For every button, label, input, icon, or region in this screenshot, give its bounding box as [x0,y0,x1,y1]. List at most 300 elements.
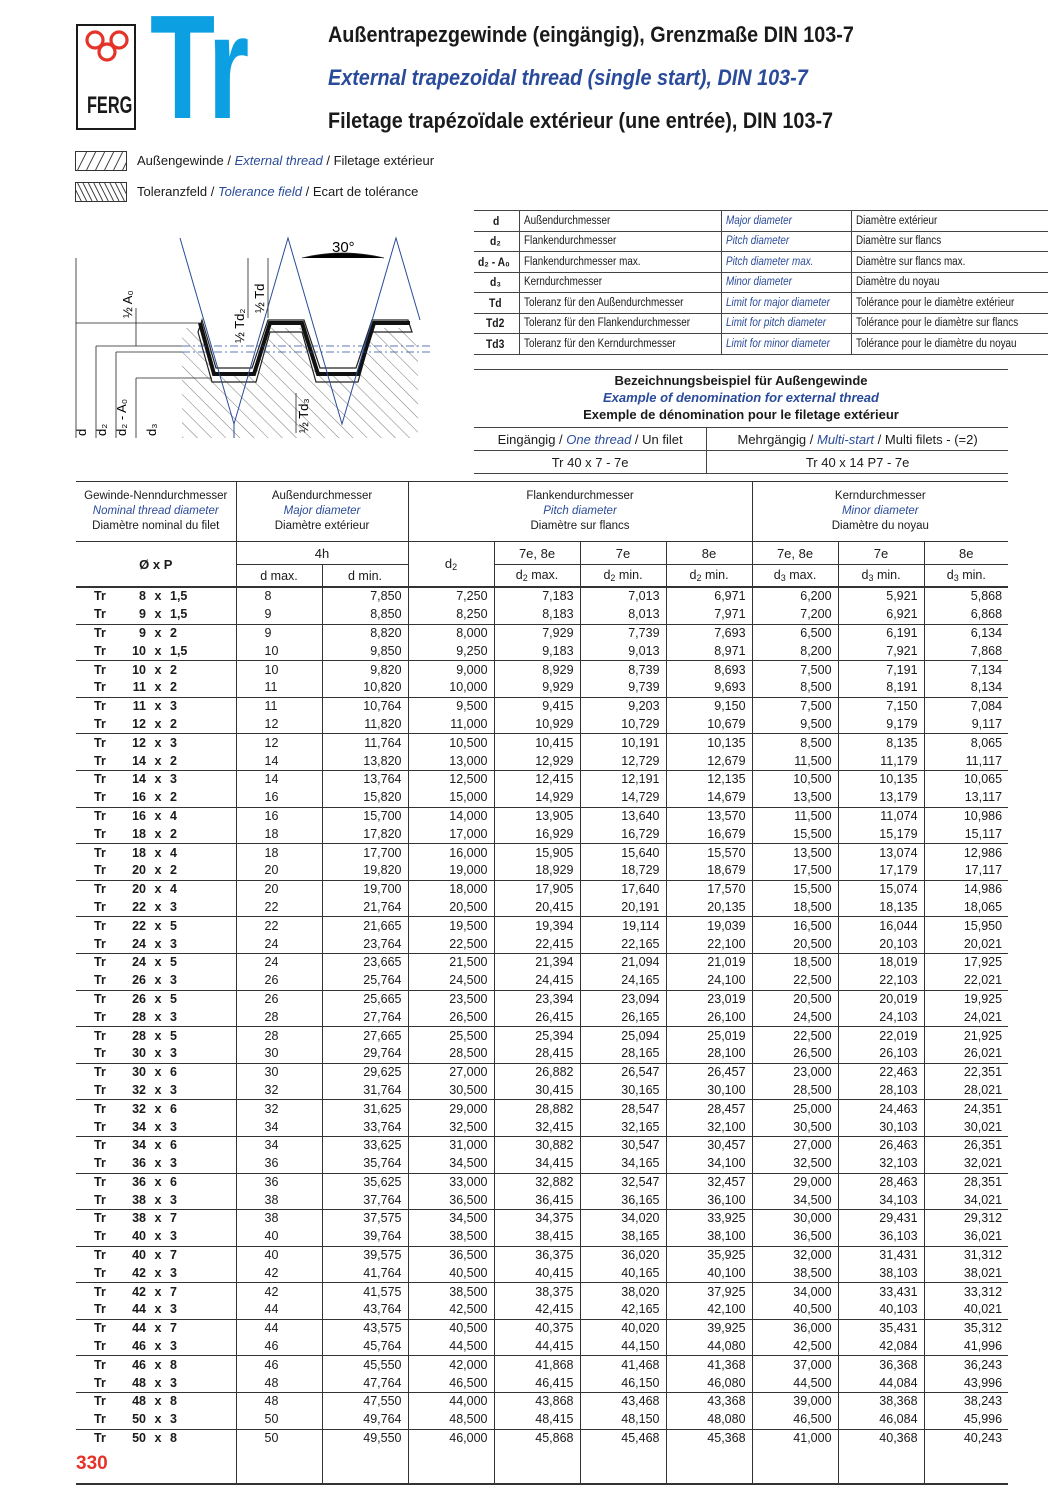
table-cell: 15,820 [322,789,408,807]
table-cell: 6,200 [752,587,838,606]
table-cell: 15,700 [322,807,408,825]
table-cell: 38 [236,1210,322,1228]
table-cell: 6,134 [924,624,1008,642]
table-cell: 18,500 [752,899,838,917]
table-cell: 9,179 [838,716,924,734]
table-cell: 19,000 [408,862,494,880]
thread-designation: Tr 30 x 6 [76,1063,236,1081]
symbol-fr: Tolérance pour le diamètre du noyau [851,334,1048,355]
table-cell: 9,013 [580,642,666,660]
table-row [76,734,1008,752]
table-cell: 30,000 [752,1210,838,1228]
table-cell: 19,820 [322,862,408,880]
table-cell: 33,312 [924,1283,1008,1301]
table-row [76,1045,1008,1063]
symbol-fr: Diamètre du noyau [851,272,1048,293]
table-cell: 14,929 [494,789,580,807]
table-cell: 12 [236,716,322,734]
table-cell: 26 [236,972,322,990]
table-cell: 44 [236,1301,322,1319]
table-cell: 10,820 [322,679,408,697]
thread-type-label: Tr [150,0,248,150]
header-d2max: $d_2$ max. [494,565,580,588]
table-cell: 28 [236,1027,322,1045]
table-cell: 46,084 [838,1411,924,1429]
table-cell: 8,929 [494,661,580,679]
table-cell: 47,550 [322,1393,408,1411]
table-cell: 38,500 [752,1264,838,1282]
table-cell: 22,500 [752,1027,838,1045]
table-cell: 37,764 [322,1191,408,1209]
table-cell: 8,191 [838,679,924,697]
table-cell: 32,882 [494,1173,580,1191]
thread-designation: Tr 12 x 3 [76,734,236,752]
symbol-sym: d₂ [474,231,519,252]
table-cell: 36,100 [666,1191,752,1209]
table-row [76,752,1008,770]
table-cell: 45,368 [666,1429,752,1447]
thread-designation: Tr 8 x 1,5 [76,587,236,606]
table-row [76,1008,1008,1026]
table-cell: 24 [236,953,322,971]
table-cell: 32,021 [924,1155,1008,1173]
table-cell: 30,547 [580,1136,666,1154]
table-cell: 12 [236,734,322,752]
table-cell: 20,415 [494,899,580,917]
table-cell: 9,500 [408,697,494,715]
table-row [76,990,1008,1008]
table-cell: 28,500 [408,1045,494,1063]
thread-designation: Tr 44 x 7 [76,1319,236,1337]
symbol-fr: Diamètre sur flancs [851,231,1048,252]
table-cell: 12,500 [408,770,494,788]
table-cell: 46,500 [752,1411,838,1429]
table-row [76,1173,1008,1191]
table-cell: 11,820 [322,716,408,734]
table-cell: 6,971 [666,587,752,606]
header-tol-4h: 4h [236,542,408,565]
symbol-de: Toleranz für den Kerndurchmesser [519,334,721,355]
table-row [76,606,1008,624]
table-cell: 36,368 [838,1356,924,1374]
table-cell: 22,103 [838,972,924,990]
table-row [76,972,1008,990]
table-cell: 17,905 [494,880,580,898]
table-cell: 18,065 [924,899,1008,917]
table-cell: 17,570 [666,880,752,898]
table-cell: 24,500 [408,972,494,990]
label-half-a0: ½ A₀ [120,290,135,318]
table-cell: 9,183 [494,642,580,660]
table-cell: 16,500 [752,917,838,935]
table-cell: 22,351 [924,1063,1008,1081]
table-cell: 14 [236,752,322,770]
table-cell: 24,165 [580,972,666,990]
table-cell: 48,080 [666,1411,752,1429]
table-cell: 45,764 [322,1338,408,1356]
table-cell: 17,117 [924,862,1008,880]
table-cell: 33,925 [666,1210,752,1228]
table-cell: 24 [236,935,322,953]
header-d3min-8e: $d_3$ min. [924,565,1008,588]
table-cell: 18,500 [752,953,838,971]
symbol-de: Kerndurchmesser [519,272,721,293]
thread-designation: Tr 22 x 3 [94,899,177,914]
table-cell: 34,375 [494,1210,580,1228]
table-cell: 28 [236,1008,322,1026]
thread-designation: Tr 9 x 2 [76,624,236,642]
table-row [76,1301,1008,1319]
table-row [76,1027,1008,1045]
table-cell: 15,570 [666,844,752,862]
table-cell: 10,929 [494,716,580,734]
thread-designation: Tr 10 x 2 [76,661,236,679]
table-cell: 49,550 [322,1429,408,1447]
table-cell: 38,021 [924,1264,1008,1282]
thread-designation: Tr 11 x 3 [76,697,236,715]
table-cell: 44,500 [752,1374,838,1392]
table-cell: 25,000 [752,1100,838,1118]
table-cell: 7,971 [666,606,752,624]
table-cell: 26,021 [924,1045,1008,1063]
table-cell: 41,368 [666,1356,752,1374]
table-row [76,716,1008,734]
table-cell: 28,021 [924,1082,1008,1100]
table-cell: 22,415 [494,935,580,953]
table-cell: 12,415 [494,770,580,788]
table-cell: 33,764 [322,1118,408,1136]
empty-cell [580,1447,666,1484]
table-cell: 26,103 [838,1045,924,1063]
table-cell: 19,039 [666,917,752,935]
table-cell: 44,080 [666,1338,752,1356]
thread-designation: Tr 18 x 2 [94,826,177,841]
table-cell: 48,415 [494,1411,580,1429]
table-cell: 45,996 [924,1411,1008,1429]
table-row [76,1228,1008,1246]
table-cell: 27,764 [322,1008,408,1026]
table-row [76,1374,1008,1392]
table-cell: 5,921 [838,587,924,606]
table-cell: 10,500 [752,770,838,788]
table-cell: 14,729 [580,789,666,807]
table-row [76,1338,1008,1356]
table-cell: 28,463 [838,1173,924,1191]
table-cell: 36 [236,1155,322,1173]
table-cell: 16,044 [838,917,924,935]
thread-designation: Tr 22 x 5 [76,917,236,935]
table-cell: 13,820 [322,752,408,770]
symbol-en: Limit for minor diameter [722,334,852,355]
table-cell: 26,415 [494,1008,580,1026]
table-cell: 38,368 [838,1393,924,1411]
table-cell: 40,243 [924,1429,1008,1447]
table-cell: 9,117 [924,716,1008,734]
table-cell: 28,500 [752,1082,838,1100]
header-major: Außendurchmesser Major diameter Diamètre extérieur [236,482,408,542]
thread-designation: Tr 32 x 3 [94,1082,177,1097]
title-french: Filetage trapézoïdale extérieur (une entrée), DIN 103-7 [328,108,834,133]
table-cell: 31,000 [408,1136,494,1154]
table-row [76,862,1008,880]
header-tol-7e8e-minor: 7e, 8e [752,542,838,565]
table-cell: 38,103 [838,1264,924,1282]
table-cell: 44,415 [494,1338,580,1356]
table-cell: 8,134 [924,679,1008,697]
table-cell: 23,500 [408,990,494,1008]
thread-designation: Tr 44 x 3 [94,1302,177,1317]
table-cell: 32 [236,1082,322,1100]
table-row [76,917,1008,935]
table-row [76,953,1008,971]
table-cell: 17,179 [838,862,924,880]
table-cell: 13,570 [666,807,752,825]
table-cell: 9,500 [752,716,838,734]
table-cell: 7,183 [494,587,580,606]
table-cell: 48,500 [408,1411,494,1429]
table-cell: 42,084 [838,1338,924,1356]
empty-cell [236,1447,322,1484]
table-cell: 38 [236,1191,322,1209]
table-cell: 27,000 [408,1063,494,1081]
table-cell: 40,103 [838,1301,924,1319]
table-cell: 20,500 [752,990,838,1008]
table-cell: 19,394 [494,917,580,935]
table-cell: 42,165 [580,1301,666,1319]
table-cell: 41,575 [322,1283,408,1301]
table-cell: 34,500 [752,1191,838,1209]
table-row [76,1063,1008,1081]
table-cell: 15,640 [580,844,666,862]
table-cell: 35,431 [838,1319,924,1337]
table-cell: 43,996 [924,1374,1008,1392]
table-row [76,1319,1008,1337]
thread-designation: Tr 20 x 4 [76,880,236,898]
table-cell: 34 [236,1118,322,1136]
table-row [76,1155,1008,1173]
table-cell: 10,065 [924,770,1008,788]
table-cell: 7,500 [752,697,838,715]
table-cell: 23,394 [494,990,580,1008]
table-cell: 9,693 [666,679,752,697]
symbol-fr: Tolérance pour le diamètre extérieur [851,293,1048,314]
table-cell: 12,191 [580,770,666,788]
header-tol-8e-pitch: 8e [666,542,752,565]
symbol-de: Toleranz für den Flankendurchmesser [519,313,721,334]
table-cell: 22 [236,899,322,917]
table-cell: 38,500 [408,1283,494,1301]
symbol-en: Limit for pitch diameter [722,313,852,334]
table-cell: 25,500 [408,1027,494,1045]
table-cell: 43,468 [580,1393,666,1411]
table-cell: 7,500 [752,661,838,679]
table-cell: 34 [236,1136,322,1154]
table-cell: 39,764 [322,1228,408,1246]
table-cell: 43,368 [666,1393,752,1411]
table-cell: 22,463 [838,1063,924,1081]
table-cell: 30,415 [494,1082,580,1100]
thread-designation: Tr 46 x 3 [94,1339,177,1354]
thread-designation: Tr 38 x 3 [94,1192,177,1207]
table-row [76,1118,1008,1136]
table-cell: 30,021 [924,1118,1008,1136]
table-cell: 43,764 [322,1301,408,1319]
table-cell: 24,021 [924,1008,1008,1026]
symbol-de: Flankendurchmesser max. [519,252,721,273]
symbol-en: Limit for major diameter [722,293,852,314]
table-cell: 27,665 [322,1027,408,1045]
table-cell: 24,103 [838,1008,924,1026]
table-cell: 42,100 [666,1301,752,1319]
table-cell: 42,000 [408,1356,494,1374]
symbol-row [474,252,1048,273]
table-cell: 46 [236,1338,322,1356]
table-cell: 34,020 [580,1210,666,1228]
table-cell: 36 [236,1173,322,1191]
thread-designation: Tr 32 x 6 [76,1100,236,1118]
table-cell: 9,739 [580,679,666,697]
table-cell: 36,500 [408,1246,494,1264]
table-cell: 18 [236,825,322,843]
table-cell: 8,183 [494,606,580,624]
table-cell: 34,165 [580,1155,666,1173]
thread-designation: Tr 20 x 2 [94,863,177,878]
table-cell: 17,500 [752,862,838,880]
table-cell: 17,000 [408,825,494,843]
table-cell: 32,165 [580,1118,666,1136]
table-cell: 36,021 [924,1228,1008,1246]
table-cell: 17,925 [924,953,1008,971]
example-single-header: Eingängig / One thread / Un filet [474,428,707,451]
thread-designation: Tr 48 x 8 [76,1393,236,1411]
table-row [76,1136,1008,1154]
table-cell: 10 [236,642,322,660]
table-cell: 15,500 [752,825,838,843]
table-cell: 13,764 [322,770,408,788]
table-cell: 7,868 [924,642,1008,660]
table-row [76,624,1008,642]
table-row [76,807,1008,825]
table-cell: 27,000 [752,1136,838,1154]
table-cell: 43,868 [494,1393,580,1411]
table-cell: 41,764 [322,1264,408,1282]
thread-designation: Tr 50 x 3 [94,1412,177,1427]
table-row [76,1283,1008,1301]
legend-external-thread: Außengewinde / External thread / Filetage extérieur [137,153,435,168]
table-cell: 21,394 [494,953,580,971]
table-cell: 36,165 [580,1191,666,1209]
example-title: Bezeichnungsbeispiel für Außengewinde Example of denomination for external thread Exemple de dénomination pour le filetage extérieur [474,369,1008,423]
table-cell: 48 [236,1393,322,1411]
table-cell: 32,500 [408,1118,494,1136]
table-cell: 22,500 [752,972,838,990]
table-cell: 41,996 [924,1338,1008,1356]
table-cell: 6,191 [838,624,924,642]
table-cell: 46 [236,1356,322,1374]
table-cell: 20,135 [666,899,752,917]
table-cell: 18,679 [666,862,752,880]
example-multi-header: Mehrgängig / Multi-start / Multi filets - (=2) [707,428,1008,451]
table-cell: 40,500 [752,1301,838,1319]
label-d: d [74,428,89,436]
symbol-row [474,334,1048,355]
label-half-td3: ½ Td₃ [296,398,311,433]
table-cell: 44,500 [408,1338,494,1356]
table-cell: 15,179 [838,825,924,843]
table-cell: 7,150 [838,697,924,715]
table-cell: 29,312 [924,1210,1008,1228]
table-cell: 6,500 [752,624,838,642]
empty-cell [838,1447,924,1484]
table-cell: 34,103 [838,1191,924,1209]
table-cell: 41,868 [494,1356,580,1374]
table-cell: 44,000 [408,1393,494,1411]
table-cell: 20,021 [924,935,1008,953]
table-cell: 26 [236,990,322,1008]
table-cell: 36,500 [408,1191,494,1209]
table-cell: 41,000 [752,1429,838,1447]
table-cell: 11,179 [838,752,924,770]
table-cell: 34,415 [494,1155,580,1173]
table-cell: 34,021 [924,1191,1008,1209]
table-cell: 7,200 [752,606,838,624]
table-cell: 10,415 [494,734,580,752]
table-cell: 13,117 [924,789,1008,807]
table-cell: 40,021 [924,1301,1008,1319]
header-d2: $d_2$ [408,542,494,588]
table-cell: 48 [236,1374,322,1392]
thread-designation: Tr 28 x 5 [76,1027,236,1045]
table-cell: 45,550 [322,1356,408,1374]
table-cell: 7,013 [580,587,666,606]
table-cell: 35,925 [666,1246,752,1264]
thread-designation: Tr 30 x 3 [94,1046,177,1061]
table-cell: 8,013 [580,606,666,624]
table-row [76,1393,1008,1411]
table-cell: 21,925 [924,1027,1008,1045]
table-cell: 38,375 [494,1283,580,1301]
table-row [76,1100,1008,1118]
table-cell: 15,905 [494,844,580,862]
table-cell: 10,986 [924,807,1008,825]
table-cell: 10,135 [666,734,752,752]
table-cell: 32,415 [494,1118,580,1136]
table-cell: 13,000 [408,752,494,770]
table-cell: 9,000 [408,661,494,679]
table-cell: 32,500 [752,1155,838,1173]
table-cell: 9,415 [494,697,580,715]
legend-tolerance-field: Toleranzfeld / Tolerance field / Ecart de tolérance [137,184,419,199]
table-cell: 35,312 [924,1319,1008,1337]
thread-designation: Tr 34 x 6 [76,1136,236,1154]
table-cell: 9 [236,606,322,624]
table-cell: 14 [236,770,322,788]
table-row [76,587,1008,606]
table-cell: 11 [236,679,322,697]
table-row [76,1082,1008,1100]
table-cell: 31,312 [924,1246,1008,1264]
table-cell: 21,019 [666,953,752,971]
table-cell: 40,500 [408,1264,494,1282]
table-cell: 9,850 [322,642,408,660]
table-cell: 24,500 [752,1008,838,1026]
symbol-definitions-table [474,210,1048,355]
table-cell: 28,882 [494,1100,580,1118]
table-cell: 40 [236,1246,322,1264]
table-cell: 22,500 [408,935,494,953]
table-cell: 7,084 [924,697,1008,715]
table-cell: 38,415 [494,1228,580,1246]
